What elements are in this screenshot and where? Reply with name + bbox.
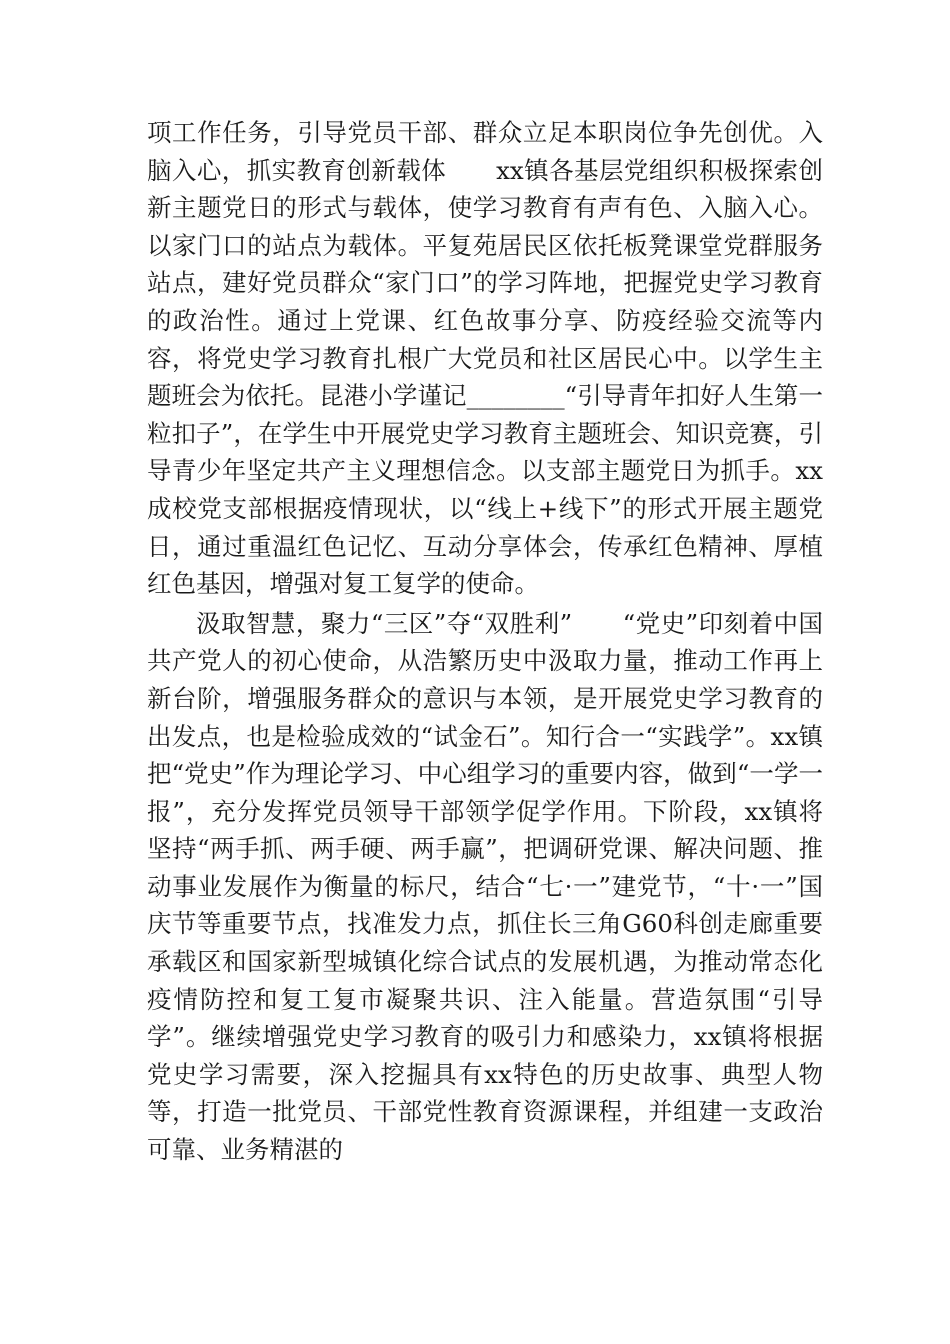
document-page [147, 114, 823, 1169]
paragraph-1: 项工作任务，引导党员干部、群众立足本职岗位争先创优。入脑入心，抓实教育创新载体 xx镇各基层党组织积极探索创新主题党日的形式与载体，使学习教育有声有色、入脑入心。以家门口的站点为载体。平复苑居民区依托板凳课堂党群服务站点，建好党员群众“家门口”的学习阵地，把握党史学习教育的政治性。通过上党课、红色故事分享、防疫经验交流等内容，将党史学习教育扎根广大党员和社区居民心中。以学生主题班会为依托。昆港小学谨记________“引导青年扣好人生第一粒扣子”，在学生中开展党史学习教育主题班会、知识竞赛，引导青少年坚定共产主义理想信念。以支部主题党日为抓手。xx成校党支部根据疫情现状，以“线上+线下”的形式开展主题党日，通过重温红色记忆、互动分享体会，传承红色精神、厚植红色基因，增强对复工复学的使命。 [147, 118, 823, 599]
paragraph-2: 汲取智慧，聚力“三区”夺“双胜利” “党史”印刻着中国共产党人的初心使命，从浩繁历史中汲取力量，推动工作再上新台阶，增强服务群众的意识与本领，是开展党史学习教育的出发点，也是检验成效的“试金石”。知行合一“实践学”。xx镇把“党史”作为理论学习、中心组学习的重要内容，做到“一学一报”，充分发挥党员领导干部领学促学作用。下阶段，xx镇将坚持“两手抓、两手硬、两手赢”，把调研党课、解决问题、推动事业发展作为衡量的标尺，结合“七·一”建党节，“十·一”国庆节等重要节点，找准发力点，抓住长三角G60科创走廊重要承载区和国家新型城镇化综合试点的发展机遇，为推动常态化疫情防控和复工复市凝聚共识、注入能量。营造氛围“引导学”。继续增强党史学习教育的吸引力和感染力，xx镇将根据党史学习需要，深入挖掘具有xx特色的历史故事、典型人物等，打造一批党员、干部党性教育资源课程，并组建一支政治可靠、业务精湛的 [147, 608, 823, 1165]
